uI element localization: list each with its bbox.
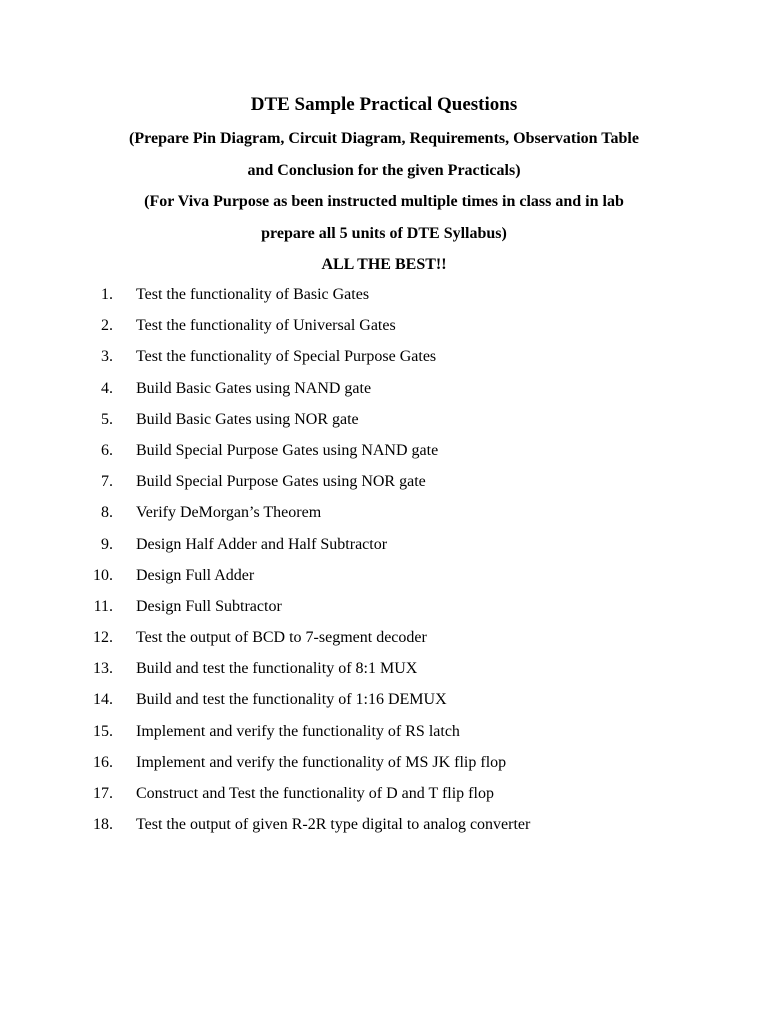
question-number: 17. — [93, 785, 113, 802]
question-number: 13. — [93, 660, 113, 678]
question-number: 15. — [93, 722, 113, 740]
question-number: 11. — [93, 597, 113, 615]
list-item — [0, 627, 768, 658]
list-item — [0, 783, 768, 814]
instruction-line-4: prepare all 5 units of DTE Syllabus) — [261, 225, 507, 242]
question-number: 14. — [93, 691, 113, 709]
question-number: 4. — [101, 379, 113, 397]
instruction-line-1: (Prepare Pin Diagram, Circuit Diagram, Requirements, Observation Table — [129, 130, 639, 147]
question-text: Implement and verify the functionality of MS JK flip flop — [136, 753, 507, 771]
question-number: 10. — [93, 566, 113, 584]
list-item — [0, 440, 768, 471]
list-item — [0, 565, 768, 596]
question-text: Implement and verify the functionality of RS latch — [136, 722, 460, 740]
question-text: Build Special Purpose Gates using NOR gate — [136, 473, 426, 491]
page-title: DTE Sample Practical Questions — [250, 94, 518, 115]
question-text: Build and test the functionality of 1:16 DEMUX — [136, 691, 447, 709]
question-text: Construct and Test the functionality of D and T flip flop — [136, 785, 494, 802]
instruction-line-2: and Conclusion for the given Practicals) — [247, 162, 521, 179]
list-item — [0, 284, 768, 315]
question-number: 9. — [101, 535, 113, 553]
list-item — [0, 315, 768, 346]
list-item — [0, 346, 768, 377]
question-text: Build Basic Gates using NAND gate — [136, 379, 372, 397]
question-text: Verify DeMorgan’s Theorem — [136, 504, 322, 522]
list-item — [0, 534, 768, 565]
list-item — [0, 689, 768, 720]
question-text: Design Full Subtractor — [136, 597, 282, 615]
question-text: Test the functionality of Basic Gates — [136, 286, 370, 303]
list-item — [0, 596, 768, 627]
question-text: Test the functionality of Special Purpose Gates — [136, 348, 437, 366]
question-text: Test the output of BCD to 7-segment decoder — [136, 629, 427, 647]
question-number: 6. — [101, 441, 113, 459]
question-number: 7. — [101, 473, 113, 491]
question-text: Design Half Adder and Half Subtractor — [136, 535, 388, 553]
question-text: Design Full Adder — [136, 566, 255, 584]
question-number: 2. — [101, 317, 113, 335]
all-the-best-line: ALL THE BEST!! — [321, 256, 447, 273]
instruction-line-3: (For Viva Purpose as been instructed multiple times in class and in lab — [144, 193, 624, 210]
practical-questions-list — [0, 284, 768, 845]
list-item — [0, 378, 768, 409]
list-item — [0, 502, 768, 533]
question-number: 3. — [101, 348, 113, 366]
list-item — [0, 721, 768, 752]
list-item — [0, 409, 768, 440]
list-item — [0, 814, 768, 845]
question-text: Build Basic Gates using NOR gate — [136, 410, 359, 428]
question-number: 8. — [101, 504, 113, 522]
question-text: Build and test the functionality of 8:1 MUX — [136, 660, 418, 678]
list-item — [0, 752, 768, 783]
question-number: 5. — [101, 410, 113, 428]
question-text: Test the functionality of Universal Gates — [136, 317, 396, 335]
question-number: 16. — [93, 753, 113, 771]
question-text: Test the output of given R-2R type digital to analog converter — [136, 816, 531, 834]
question-number: 18. — [93, 816, 113, 834]
question-text: Build Special Purpose Gates using NAND gate — [136, 441, 439, 459]
list-item — [0, 471, 768, 502]
question-number: 1. — [101, 286, 113, 303]
question-number: 12. — [93, 629, 113, 647]
list-item — [0, 658, 768, 689]
